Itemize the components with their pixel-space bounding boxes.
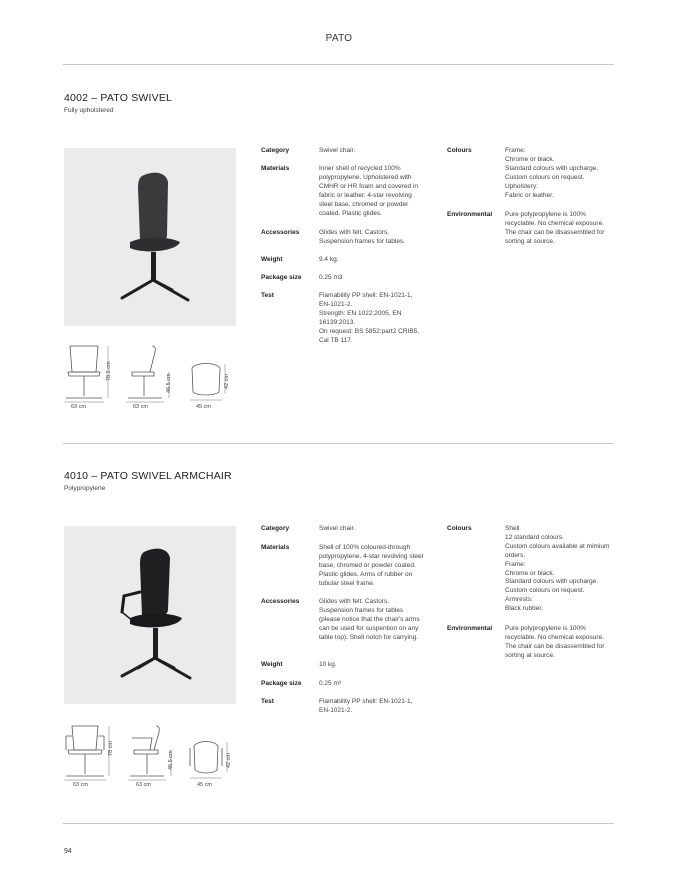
top-width-dimension: 45 cm bbox=[197, 782, 212, 788]
spec-value-test: Flamability PP shell: EN-1021-1, EN-1021-2. Strength: EN 1022:2005, EN 16139:2013. On request: BS 5852:part2 CRIB5, Cal TB 117. bbox=[319, 292, 420, 344]
swivel-armchair-icon bbox=[64, 526, 236, 704]
spec-value-environmental: Pure polypropylene is 100% recyclable. No chemical exposure. The chair can be disassembled for sorting at source. bbox=[505, 211, 605, 245]
side-view-drawing bbox=[124, 342, 168, 404]
upholstered-swivel-chair-icon bbox=[64, 148, 236, 326]
spec-label-materials: Materials bbox=[261, 544, 290, 551]
side-height-dimension: 46.5 cm bbox=[166, 373, 172, 393]
spec-table-right bbox=[447, 525, 619, 665]
spec-label-category: Category bbox=[261, 525, 290, 532]
spec-table-left bbox=[261, 525, 441, 725]
spec-value-category: Swivel chair. bbox=[319, 525, 356, 532]
spec-value-accessories: Glides with felt. Castors. Suspension frames for tables (please notice that the chair's arms can be used for suspention on any table top). Shell notch for carrying. bbox=[319, 598, 420, 641]
product-title: 4010 – PATO SWIVEL ARMCHAIR bbox=[64, 470, 232, 482]
spec-label-colours: Colours bbox=[447, 525, 472, 532]
spec-table-left bbox=[261, 147, 441, 357]
footer-divider bbox=[63, 823, 614, 824]
spec-value-package-size: 0.25 m3 bbox=[319, 274, 343, 281]
spec-value-materials: Shell of 100% coloured-through polypropylene. 4-star revolving steel base, chromed or powder coated. Plastic glides. Arms of rubber on tubular steel frame. bbox=[319, 544, 424, 587]
product-title: 4002 – PATO SWIVEL bbox=[64, 92, 173, 104]
spec-label-materials: Materials bbox=[261, 165, 290, 172]
spec-label-package-size: Package size bbox=[261, 680, 302, 687]
spec-value-colours: Frame: Chrome or black. Standard colours with upcharge. Custom colours on request. Upholstery: Fabric or leather. bbox=[505, 147, 599, 199]
spec-value-test: Flamability PP shell: EN-1021-1, EN-1021-2. bbox=[319, 698, 413, 714]
side-width-dimension: 63 cm bbox=[133, 404, 148, 410]
spec-value-colours: Shell 12 standard colours. Custom colours available at mimium orders. Frame: Chrome or black. Standard colours with upcharge. Custom colours on request. Armrests: Black rubber. bbox=[505, 525, 610, 613]
top-view-drawing bbox=[186, 360, 226, 404]
product-subtitle: Polypropylene bbox=[64, 485, 106, 492]
spec-label-weight: Weight bbox=[261, 661, 283, 668]
section-divider bbox=[63, 443, 614, 444]
spec-value-weight: 9.4 kg. bbox=[319, 256, 339, 263]
front-width-dimension: 63 cm bbox=[71, 404, 86, 410]
product-subtitle: Fully upholstered bbox=[64, 107, 114, 114]
spec-label-test: Test bbox=[261, 292, 274, 299]
catalog-header-title: PATO bbox=[325, 33, 353, 44]
spec-label-accessories: Accessories bbox=[261, 229, 300, 236]
page-number: 94 bbox=[64, 848, 72, 855]
spec-table-right bbox=[447, 147, 619, 257]
side-view-drawing bbox=[126, 720, 170, 782]
front-height-dimension: 78.5 cm bbox=[106, 361, 112, 381]
spec-value-package-size: 0.25 m³ bbox=[319, 680, 342, 687]
front-view-drawing bbox=[62, 720, 108, 782]
product-photo bbox=[64, 148, 236, 326]
side-height-dimension: 46.5 cm bbox=[168, 750, 174, 770]
front-height-dimension: 78 cm bbox=[108, 741, 114, 756]
top-view-drawing bbox=[186, 738, 226, 782]
front-view-drawing bbox=[62, 342, 106, 404]
spec-label-package-size: Package size bbox=[261, 274, 302, 281]
spec-label-colours: Colours bbox=[447, 147, 472, 154]
top-width-dimension: 45 cm bbox=[196, 404, 211, 410]
spec-value-environmental: Pure polypropylene is 100% recyclable. No chemical exposure. The chair can be disassembled for sorting at source. bbox=[505, 625, 605, 659]
top-height-dimension: 42 cm bbox=[226, 753, 232, 768]
spec-value-materials: Inner shell of recycled 100% polypropylene. Upholstered with CMHR or HR foam and covered in fabric or leather. 4-star revolving steel base, chromed or powder coated. Plastic glides. bbox=[319, 165, 418, 217]
front-width-dimension: 63 cm bbox=[73, 782, 88, 788]
spec-label-environmental: Environmental bbox=[447, 625, 493, 632]
spec-label-test: Test bbox=[261, 698, 274, 705]
spec-value-category: Swivel chair. bbox=[319, 147, 356, 154]
top-height-dimension: 42 cm bbox=[224, 374, 230, 389]
header-divider bbox=[63, 64, 614, 65]
product-photo bbox=[64, 526, 236, 704]
spec-label-accessories: Accessories bbox=[261, 598, 300, 605]
side-width-dimension: 63 cm bbox=[136, 782, 151, 788]
spec-label-weight: Weight bbox=[261, 256, 283, 263]
spec-value-accessories: Glides with felt. Castors. Suspension frames for tables. bbox=[319, 229, 405, 245]
spec-label-environmental: Environmental bbox=[447, 211, 493, 218]
spec-label-category: Category bbox=[261, 147, 290, 154]
spec-value-weight: 10 kg. bbox=[319, 661, 337, 668]
